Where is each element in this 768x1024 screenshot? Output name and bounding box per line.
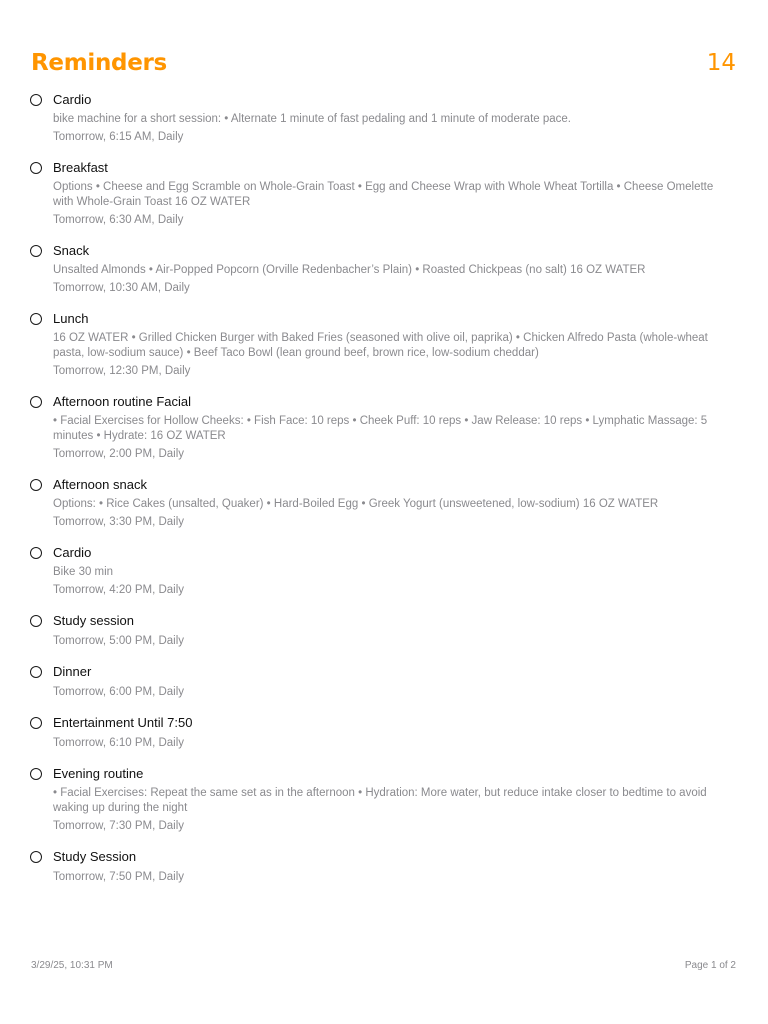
reminder-title: Study session xyxy=(53,613,134,628)
reminder-body xyxy=(53,309,736,379)
reminder-due: Tomorrow, 3:30 PM, Daily xyxy=(53,516,185,528)
completion-circle-icon[interactable] xyxy=(30,245,42,257)
reminder-due: Tomorrow, 6:10 PM, Daily xyxy=(53,737,185,749)
reminder-due: Tomorrow, 7:50 PM, Daily xyxy=(53,871,185,883)
reminder-count: 14 xyxy=(706,50,736,76)
reminder-notes: Options • Cheese and Egg Scramble on Whole-Grain Toast • Egg and Cheese Wrap with Whole Wheat Tortilla • Cheese Omelette with Whole-Grain Toast 16 OZ WATER xyxy=(53,181,714,208)
reminder-due: Tomorrow, 6:15 AM, Daily xyxy=(53,131,184,143)
page-title: Reminders xyxy=(31,50,167,76)
completion-circle-icon[interactable] xyxy=(30,162,42,174)
reminder-title: Study Session xyxy=(53,849,137,864)
reminder-body xyxy=(53,764,736,834)
reminder-title: Breakfast xyxy=(53,160,108,175)
reminder-item xyxy=(30,309,736,379)
reminder-body xyxy=(53,611,736,649)
completion-circle-icon[interactable] xyxy=(30,94,42,106)
reminder-notes: • Facial Exercises for Hollow Cheeks: • Fish Face: 10 reps • Cheek Puff: 10 reps • Jaw Release: 10 reps • Lymphatic Massage: 5 minutes • Hydrate: 16 OZ WATER xyxy=(53,415,708,442)
reminder-body xyxy=(53,90,736,145)
reminder-due: Tomorrow, 5:00 PM, Daily xyxy=(53,635,185,647)
completion-circle-icon[interactable] xyxy=(30,547,42,559)
reminder-title: Afternoon routine Facial xyxy=(53,394,192,409)
reminder-body xyxy=(53,543,736,598)
reminder-due: Tomorrow, 6:30 AM, Daily xyxy=(53,214,184,226)
completion-circle-icon[interactable] xyxy=(30,851,42,863)
completion-circle-icon[interactable] xyxy=(30,615,42,627)
reminder-title: Entertainment Until 7:50 xyxy=(53,715,193,730)
reminder-body xyxy=(53,662,736,700)
reminder-item xyxy=(30,90,736,145)
reminder-due: Tomorrow, 6:00 PM, Daily xyxy=(53,686,185,698)
reminder-due: Tomorrow, 4:20 PM, Daily xyxy=(53,584,185,596)
reminder-title: Afternoon snack xyxy=(53,477,147,492)
completion-circle-icon[interactable] xyxy=(30,396,42,408)
completion-circle-icon[interactable] xyxy=(30,717,42,729)
reminder-notes: Bike 30 min xyxy=(53,566,114,578)
reminder-body xyxy=(53,475,736,530)
page-number: Page 1 of 2 xyxy=(684,960,736,971)
reminder-item xyxy=(30,241,736,296)
completion-circle-icon[interactable] xyxy=(30,768,42,780)
reminder-due: Tomorrow, 2:00 PM, Daily xyxy=(53,448,185,460)
reminder-title: Cardio xyxy=(53,92,92,107)
reminder-title: Snack xyxy=(53,243,90,258)
reminder-body xyxy=(53,392,736,462)
page-footer xyxy=(31,960,736,971)
reminder-item xyxy=(30,392,736,462)
page-header xyxy=(31,46,736,80)
completion-circle-icon[interactable] xyxy=(30,666,42,678)
reminder-item xyxy=(30,475,736,530)
completion-circle-icon[interactable] xyxy=(30,313,42,325)
reminder-item xyxy=(30,543,736,598)
reminder-item xyxy=(30,713,736,751)
reminder-list xyxy=(30,90,736,898)
reminder-notes: 16 OZ WATER • Grilled Chicken Burger with Baked Fries (seasoned with olive oil, paprika) • Chicken Alfredo Pasta (whole-wheat pasta, low-sodium sauce) • Beef Taco Bowl (lean ground beef, brown rice, low-sodium cheddar) xyxy=(53,332,708,359)
reminder-body xyxy=(53,241,736,296)
print-timestamp: 3/29/25, 10:31 PM xyxy=(31,960,113,971)
reminder-item xyxy=(30,158,736,228)
reminder-item xyxy=(30,847,736,885)
reminder-title: Evening routine xyxy=(53,766,144,781)
reminder-title: Lunch xyxy=(53,311,89,326)
reminder-notes: Unsalted Almonds • Air-Popped Popcorn (Orville Redenbacher’s Plain) • Roasted Chickpeas (no salt) 16 OZ WATER xyxy=(53,264,646,276)
reminder-notes: bike machine for a short session: • Alternate 1 minute of fast pedaling and 1 minute of moderate pace. xyxy=(53,113,571,125)
reminder-body xyxy=(53,158,736,228)
reminder-due: Tomorrow, 7:30 PM, Daily xyxy=(53,820,185,832)
reminder-body xyxy=(53,713,736,751)
reminder-notes: • Facial Exercises: Repeat the same set as in the afternoon • Hydration: More water, but reduce intake closer to bedtime to avoid waking up during the night xyxy=(53,787,707,814)
reminder-due: Tomorrow, 10:30 AM, Daily xyxy=(53,282,190,294)
reminder-due: Tomorrow, 12:30 PM, Daily xyxy=(53,365,191,377)
reminder-item xyxy=(30,611,736,649)
reminder-title: Cardio xyxy=(53,545,92,560)
reminder-title: Dinner xyxy=(53,664,92,679)
completion-circle-icon[interactable] xyxy=(30,479,42,491)
reminder-item xyxy=(30,764,736,834)
reminder-notes: Options: • Rice Cakes (unsalted, Quaker) • Hard-Boiled Egg • Greek Yogurt (unsweetened, low-sodium) 16 OZ WATER xyxy=(53,498,659,510)
reminder-item xyxy=(30,662,736,700)
reminder-body xyxy=(53,847,736,885)
